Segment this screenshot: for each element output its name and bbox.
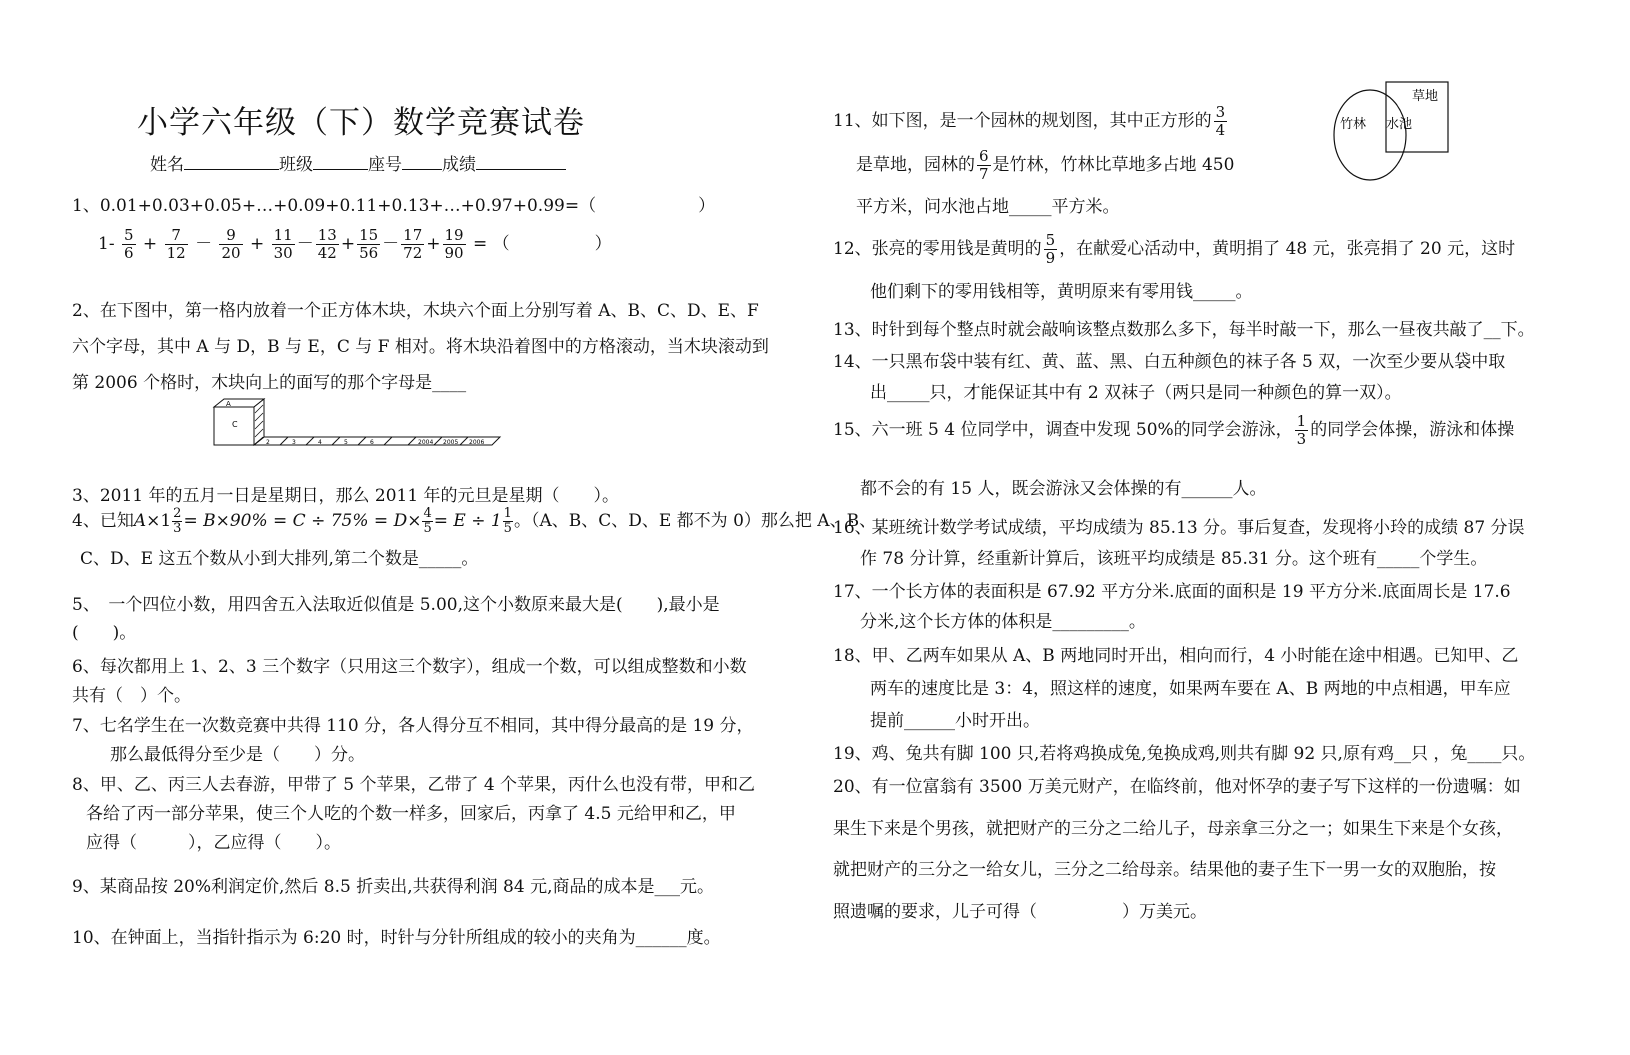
question-17-line-1: 17、一个长方体的表面积是 67.92 平方分米.底面的面积是 19 平方分米.底面周长是 17.6 — [833, 582, 1511, 602]
q1-answer-blank[interactable]: （ ） — [492, 234, 612, 254]
question-19: 19、鸡、兔共有脚 100 只,若将鸡换成兔,兔换成鸡,则共有脚 92 只,原有鸡__只 ，兔____只。 — [833, 744, 1536, 764]
grid-cell-label: 2 — [266, 439, 270, 446]
seat-blank[interactable] — [402, 153, 442, 170]
q4-frac-3: $\frac{1}{5}$ — [503, 506, 512, 536]
q1-op: + — [426, 234, 441, 254]
cube-top-letter: A — [226, 400, 231, 408]
question-6-line-2: 共有（ ）个。 — [72, 686, 191, 706]
name-label: 姓名 — [150, 155, 184, 175]
score-blank[interactable] — [476, 153, 566, 170]
class-blank[interactable] — [313, 153, 368, 170]
question-10: 10、在钟面上，当指针指示为 6:20 时，时针与分针所组成的较小的夹角为______度。 — [72, 928, 721, 948]
q1-op: + — [340, 234, 356, 254]
question-12-line-2: 他们剩下的零用钱相等，黄明原来有零用钱_____。 — [870, 282, 1253, 302]
grid-cell-label: 4 — [318, 439, 322, 446]
question-11-line-3: 平方米，问水池占地_____平方米。 — [856, 197, 1120, 217]
question-20-line-1: 20、有一位富翁有 3500 万美元财产，在临终前，他对怀孕的妻子写下这样的一份遗嘱：如 — [833, 777, 1521, 797]
cube-front-letter: C — [232, 420, 238, 429]
grid-cell-label: 6 — [370, 439, 374, 446]
question-18-line-1: 18、甲、乙两车如果从 A、B 两地同时开出，相向而行，4 小时能在途中相遇。已知甲、乙 — [833, 646, 1519, 666]
q11-frac-2: $\frac{6}{7}$ — [979, 147, 989, 183]
q4-frac-1: $\frac{2}{3}$ — [173, 506, 182, 536]
q1-prefix: 1- — [98, 234, 115, 254]
question-8-line-1: 8、甲、乙、丙三人去春游，甲带了 5 个苹果，乙带了 4 个苹果，丙什么也没有带，甲和乙 — [72, 775, 756, 795]
q1-op: + — [142, 234, 158, 254]
question-5-line-2: ( )。 — [72, 623, 137, 643]
q1-frac-8: $\frac{19}{90}$ — [444, 226, 464, 262]
grid-cell-label: 2005 — [443, 439, 459, 446]
grid-cell-label: 2006 — [469, 439, 485, 446]
question-11-line-2 — [856, 148, 1234, 183]
q1-op: + — [249, 234, 265, 254]
question-20-line-3: 就把财产的三分之一给女儿，三分之二给母亲。结果他的妻子生下一男一女的双胞胎，按 — [833, 860, 1496, 880]
question-16-line-1: 16、某班统计数学考试成绩，平均成绩为 85.13 分。事后复查，发现将小玲的成绩 87 分误 — [833, 518, 1525, 538]
q1-frac-7: $\frac{17}{72}$ — [403, 226, 423, 262]
seat-label: 座号 — [368, 155, 402, 175]
question-1-line-2 — [98, 227, 612, 262]
question-15-line-2: 都不会的有 15 人，既会游泳又会体操的有______人。 — [860, 479, 1267, 499]
q1-op: － — [296, 234, 314, 254]
q1-frac-3: $\frac{9}{20}$ — [221, 226, 241, 262]
question-2-line-1: 2、在下图中，第一格内放着一个正方体木块，木块六个面上分别写着 A、B、C、D、E、F — [72, 301, 759, 321]
q1-frac-5: $\frac{13}{42}$ — [317, 226, 337, 262]
question-5-line-1: 5、 一个四位小数，用四舍五入法取近似值是 5.00,这个小数原来最大是( ),最小是 — [72, 595, 720, 615]
q4-var-a: A — [133, 511, 147, 531]
grid-strip — [254, 437, 500, 445]
question-16-line-2: 作 78 分计算，经重新计算后，该班平均成绩是 85.31 分。这个班有_____个学生。 — [860, 549, 1488, 569]
question-8-line-2: 各给了丙一部分苹果，使三个人吃的个数一样多，回家后，丙拿了 4.5 元给甲和乙，甲 — [86, 804, 736, 824]
q4-rest: 。（A、B、C、D、E 都不为 0）那么把 A、B、 — [513, 511, 877, 531]
question-15-line-1 — [833, 413, 1514, 448]
question-7-line-2: 那么最低得分至少是（ ）分。 — [110, 745, 365, 765]
q4-frac-2: $\frac{4}{5}$ — [423, 506, 432, 536]
grid-cell-label: 5 — [344, 439, 348, 446]
page-title: 小学六年级（下）数学竞赛试卷 — [137, 105, 585, 141]
q1-frac-4: $\frac{11}{30}$ — [273, 226, 293, 262]
q15-text-1a: 15、六一班 5 4 位同学中，调查中发现 50%的同学会游泳， — [833, 420, 1293, 440]
class-label: 班级 — [279, 155, 313, 175]
bamboo-label: 竹林 — [1340, 117, 1367, 132]
question-13: 13、时针到每个整点时就会敲响该整点数那么多下，每半时敲一下，那么一昼夜共敲了__下。 — [833, 320, 1535, 340]
question-2-line-3: 第 2006 个格时，木块向上的面写的那个字母是____ — [72, 373, 467, 393]
name-blank[interactable] — [184, 153, 279, 170]
student-info-line — [150, 150, 566, 175]
question-14-line-1: 14、一只黑布袋中装有红、黄、蓝、黑、白五种颜色的袜子各 5 双，一次至少要从袋中取 — [833, 352, 1506, 372]
question-3: 3、2011 年的五月一日是星期日，那么 2011 年的元旦是星期（ ）。 — [72, 486, 620, 506]
q11-text-2a: 是草地，园林的 — [856, 155, 975, 175]
question-12-line-1 — [833, 232, 1515, 267]
q11-text-2b: 是竹林，竹林比草地多占地 450 — [992, 155, 1235, 175]
rolling-cube-figure — [210, 393, 510, 453]
q1-op: = — [473, 234, 488, 254]
question-11-line-1 — [833, 104, 1229, 139]
question-18-line-3: 提前______小时开出。 — [870, 711, 1040, 731]
q1-frac-6: $\frac{15}{56}$ — [359, 226, 379, 262]
grass-label: 草地 — [1412, 89, 1439, 104]
q12-text-1b: ，在献爱心活动中，黄明捐了 48 元，张亮捐了 20 元，这时 — [1059, 239, 1516, 259]
grid-cell-label: 3 — [292, 439, 296, 446]
q4-lead: 4、已知 — [72, 511, 134, 531]
grid-cell-label: 2004 — [418, 439, 434, 446]
question-18-line-2: 两车的速度比是 3：4，照这样的速度，如果两车要在 A、B 两地的中点相遇，甲车应 — [870, 679, 1511, 699]
q11-frac-1: $\frac{3}{4}$ — [1215, 103, 1226, 139]
garden-plan-figure — [1330, 78, 1460, 184]
q12-text-1a: 12、张亮的零用钱是黄明的 — [833, 239, 1042, 259]
question-2-line-2: 六个字母，其中 A 与 D，B 与 E，C 与 F 相对。将木块沿着图中的方格滚动，当木块滚动到 — [72, 337, 769, 357]
question-9: 9、某商品按 20%利润定价,然后 8.5 折卖出,共获得利润 84 元,商品的成本是___元。 — [72, 877, 714, 897]
question-4-line-1 — [72, 506, 876, 536]
question-20-line-2: 果生下来是个男孩，就把财产的三分之二给儿子，母亲拿三分之一；如果生下来是个女孩， — [833, 819, 1513, 839]
question-7-line-1: 7、七名学生在一次数竞赛中共得 110 分，各人得分互不相同，其中得分最高的是 19 分， — [72, 716, 754, 736]
question-14-line-2: 出_____只，才能保证其中有 2 双袜子（两只是同一种颜色的算一双）。 — [870, 383, 1402, 403]
bamboo-circle — [1334, 90, 1406, 180]
question-6-line-1: 6、每次都用上 1、2、3 三个数字（只用这三个数字），组成一个数，可以组成整数和小数 — [72, 657, 747, 677]
q1-frac-1: $\frac{5}{6}$ — [123, 226, 134, 262]
q15-text-1b: 的同学会体操，游泳和体操 — [1310, 420, 1515, 440]
q4-equation-e: = E ÷ 1 — [433, 511, 502, 531]
question-1-line-1: 1、0.01+0.03+0.05+…+0.09+0.11+0.13+…+0.97+0.99=（ ） — [72, 196, 716, 216]
pond-label: 水池 — [1386, 117, 1413, 132]
q12-frac: $\frac{5}{9}$ — [1045, 231, 1056, 267]
score-label: 成绩 — [442, 155, 476, 175]
q4-times: ×1 — [146, 511, 172, 531]
question-8-line-3: 应得（ ），乙应得（ ）。 — [86, 833, 341, 853]
q4-equation: = B×90% = C ÷ 75% = D× — [183, 511, 422, 531]
question-17-line-2: 分米,这个长方体的体积是_________。 — [860, 612, 1146, 632]
question-4-line-2: C、D、E 这五个数从小到大排列,第二个数是_____。 — [80, 549, 479, 569]
q11-text-1: 11、如下图，是一个园林的规划图，其中正方形的 — [833, 111, 1212, 131]
q1-op: － — [195, 234, 213, 254]
q15-frac: $\frac{1}{3}$ — [1296, 412, 1307, 448]
q1-frac-2: $\frac{7}{12}$ — [166, 226, 186, 262]
question-20-line-4: 照遗嘱的要求，儿子可得（ ）万美元。 — [833, 902, 1207, 922]
q1-op: － — [382, 234, 400, 254]
